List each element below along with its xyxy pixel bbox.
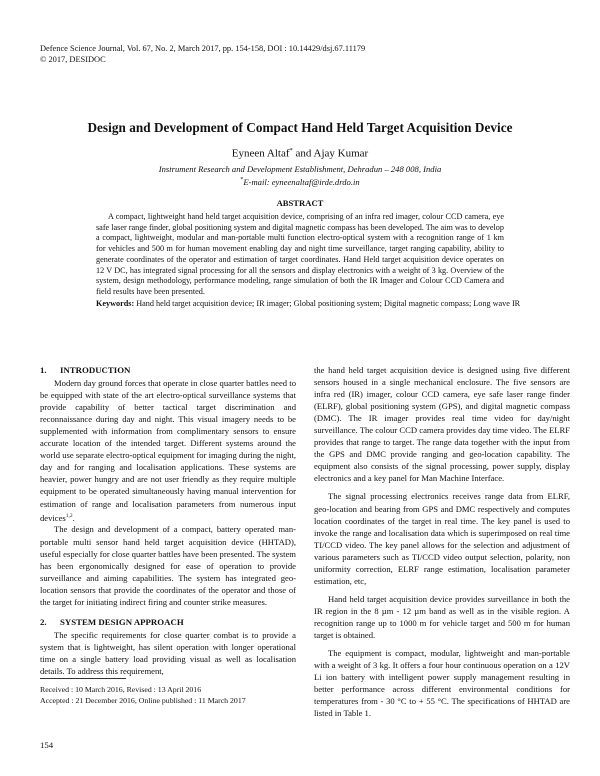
accepted-date: Accepted : 21 December 2016, Online published : 11 March 2017 [40, 696, 246, 705]
section-number: 2. [40, 616, 47, 627]
author-name: Eyneen Altaf [231, 147, 290, 160]
abstract-heading: ABSTRACT [276, 198, 324, 208]
body-paragraph: the hand held target acquisition device is designed using five different sensors housed in a single mechanical enclosure. The five sensors are infra red (IR) imager, colour CCD camera, eye safe laser range finder (ELRF), global positioning system (GPS), and digital magnetic compass (DMC). The IR imager provides real time video for day/night surveillance. The colour CCD camera provides day time video. The ELRF provides that range to target. The range data together with the input from the GPS and DMC provide ranging and geo-location capability. The equipment also consists of the signal processing, power supply, display electronics and a key panel for Man Machine Interface. [314, 365, 570, 484]
author-join: and [292, 147, 314, 160]
body-paragraph: The design and development of a compact, battery operated man-portable multi sensor hand held target acquisition device (HHTAD), useful especially for close quarter battles have been presented. The system has been ergonomically designed for ease of operation to provide surveillance and aiming capabilities. The system has integrated geo-location sensors that provide the coordinates of the operator and those of the target for initiating indirect firing and counter strike measures. [40, 524, 296, 607]
paragraph-text: Modern day ground forces that operate in close quarter battles need to be equipped with state of the art electro-optical surveillance systems that provide capability of better tactical target discrimination and reconnaissance during day and night. This visual imagery needs to be supplemented with information from complimentary sensors to ensure accurate location of the intended target. Different systems around the world use separate electro-optical equipment for imaging during the night, day and for ranging and localisation applications. These systems are heavier, power hungry and are not user friendly as they require multiple equipment to be operated simultaneously having manual intervention for estimation of range and localisation parameters from numerous input devices [40, 378, 296, 523]
received-date: Received : 10 March 2016, Revised : 13 April 2016 [40, 685, 202, 694]
body-paragraph [40, 377, 296, 523]
body-paragraph: The specific requirements for close quarter combat is to provide a system that is lightweight, has silent operation with longer operational time on a single battery load providing visual as well as localisation details. To address this requirement, [40, 629, 296, 676]
copyright-line: © 2017, DESIDOC [40, 55, 106, 64]
footnote-rule [40, 678, 126, 679]
email-line [0, 175, 600, 188]
body-paragraph: The signal processing electronics receives range data from ELRF, geo-location and bearing from GPS and DMC respectively and computes location coordinates of the target in real time. The key panel is used to invoke the range and localisation data which is superimposed on real time TI/CCD video. The key panel allows for the selection and adjustment of various parameters such as TI/CCD video output selection, polarity, non uniformity correction, ELRF range estimation, localisation parameter estimation, etc, [314, 491, 570, 586]
email-mark: * [240, 177, 244, 183]
section-title: INTRODUCTION [60, 365, 131, 375]
section-title: SYSTEM DESIGN APPROACH [60, 616, 184, 627]
affiliation: Instrument Research and Development Establishment, Dehradun – 248 008, India [158, 164, 442, 174]
corresponding-mark: * [289, 147, 293, 154]
left-column [40, 364, 296, 677]
affiliation-block [0, 164, 600, 188]
abstract-text: A compact, lightweight hand held target acquisition device, comprising of an infra red imager, colour CCD camera, eye safe laser range finder, global positioning system and digital magnetic compass has been developed. The aim was to develop a compact, lightweight, modular and man-portable multi function electro-optical system with a recognition range of 1 km for vehicles and 500 m for human movement enabling day and night time surveillance, target ranging capability, ability to generate coordinates of the operator and estimation of target coordinates. Hand Held target acquisition device operates on 12 V DC, has integrated signal processing for all the sensors and display electronics with a weight of 3 kg. Overview of the system, design methodology, performance modeling, range simulation of both the IR Imager and Colour CCD Camera and field results have been presented. [96, 212, 504, 296]
paragraph-end: . [72, 512, 75, 523]
right-column [314, 364, 570, 719]
body-paragraph: The equipment is compact, modular, lightweight and man-portable with a weight of 3 kg. It offers a four hour continuous operation on a 12V Li ion battery with intelligent power supply management resulting in better performance across different environmental conditions for temperatures from - 30 °C to + 55 °C. The specifications of HHTAD are listed in Table 1. [314, 648, 570, 719]
email: E-mail: eyneenaltaf@irde.drdo.in [243, 176, 360, 187]
keywords-label: Keywords: [96, 299, 135, 308]
section-heading-introduction [40, 364, 296, 376]
publication-dates [40, 684, 246, 706]
citation-ref: 1,2 [65, 512, 73, 519]
page-number: 154 [40, 740, 54, 750]
journal-header [40, 43, 365, 65]
journal-citation: Defence Science Journal, Vol. 67, No. 2, March 2017, pp. 154-158, DOI : 10.14429/dsj.67.11179 [40, 44, 366, 53]
paper-title: Design and Development of Compact Hand Held Target Acquisition Device [87, 120, 513, 135]
body-paragraph: Hand held target acquisition device provides surveillance in both the IR region in the 8 µm - 12 µm band as well as in the visible region. A recognition range up to 1000 m for vehicle target and 500 m for human target is obtained. [314, 593, 570, 640]
section-heading-system-design [40, 616, 296, 628]
keywords [96, 299, 547, 310]
author-name: Ajay Kumar [313, 147, 369, 160]
section-number: 1. [40, 365, 47, 375]
keywords-text: Hand held target acquisition device; IR imager; Global positioning system; Digital magnetic compass; Long wave IR [136, 299, 521, 308]
author-line [0, 147, 600, 160]
